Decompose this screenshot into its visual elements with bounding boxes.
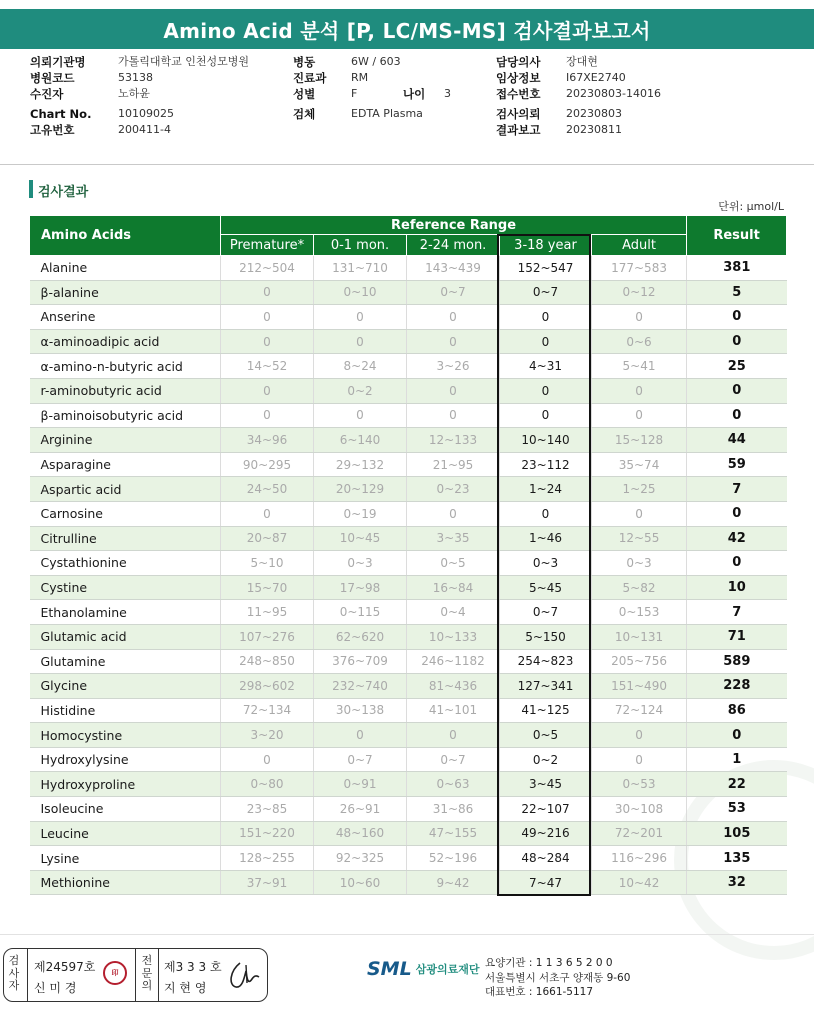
- result-value: 1: [687, 747, 787, 772]
- ref-adult: 0~3: [592, 551, 687, 576]
- ref-adult: 35~74: [592, 452, 687, 477]
- result-value: 0: [687, 551, 787, 576]
- info-row-patient: [30, 86, 249, 102]
- table-row: [30, 403, 787, 428]
- ref-0-1-mon: 30~138: [314, 698, 407, 723]
- ref-adult: 10~131: [592, 624, 687, 649]
- ref-2-24-mon: 143~439: [407, 256, 500, 281]
- info-row-hospital-code: [30, 70, 249, 86]
- result-value: 25: [687, 354, 787, 379]
- info-value: 20230803-14016: [566, 87, 661, 101]
- ref-premature: 0: [221, 501, 314, 526]
- amino-acid-name: Histidine: [30, 698, 221, 723]
- ref-adult: 116~296: [592, 846, 687, 871]
- ref-0-1-mon: 48~160: [314, 821, 407, 846]
- result-value: 105: [687, 821, 787, 846]
- ref-0-1-mon: 10~60: [314, 870, 407, 895]
- amino-acid-name: Glutamine: [30, 649, 221, 674]
- unit-label: 단위: μmol/L: [718, 200, 784, 213]
- ref-premature: 34~96: [221, 428, 314, 453]
- ref-adult: 0~53: [592, 772, 687, 797]
- ref-adult: 0: [592, 723, 687, 748]
- ref-2-24-mon: 0~4: [407, 600, 500, 625]
- ref-3-18-year: 3~45: [500, 772, 592, 797]
- ref-0-1-mon: 131~710: [314, 256, 407, 281]
- result-value: 7: [687, 600, 787, 625]
- header-amino-acids: Amino Acids: [30, 216, 221, 256]
- ref-2-24-mon: 52~196: [407, 846, 500, 871]
- info-label: 검사의뢰: [496, 106, 541, 121]
- ref-2-24-mon: 0~7: [407, 747, 500, 772]
- info-row-chart-no: [30, 106, 249, 122]
- ref-adult: 0: [592, 403, 687, 428]
- ref-premature: 0~80: [221, 772, 314, 797]
- ref-2-24-mon: 9~42: [407, 870, 500, 895]
- table-row: [30, 772, 787, 797]
- sig-label-text: 검사자: [8, 954, 20, 992]
- ref-adult: 72~201: [592, 821, 687, 846]
- header-ref-premature: Premature*: [221, 235, 314, 256]
- ref-3-18-year: 7~47: [500, 870, 592, 895]
- ref-3-18-year: 0: [500, 305, 592, 330]
- result-value: 0: [687, 329, 787, 354]
- result-value: 10: [687, 575, 787, 600]
- table-row: [30, 551, 787, 576]
- info-value: 가톨릭대학교 인천성모병원: [118, 55, 250, 68]
- ref-3-18-year: 127~341: [500, 674, 592, 699]
- ref-0-1-mon: 29~132: [314, 452, 407, 477]
- ref-2-24-mon: 81~436: [407, 674, 500, 699]
- result-value: 228: [687, 674, 787, 699]
- ref-premature: 0: [221, 378, 314, 403]
- ref-2-24-mon: 0~23: [407, 477, 500, 502]
- table-row: [30, 624, 787, 649]
- ref-adult: 205~756: [592, 649, 687, 674]
- table-row: [30, 378, 787, 403]
- ref-adult: 12~55: [592, 526, 687, 551]
- ref-2-24-mon: 3~35: [407, 526, 500, 551]
- ref-adult: 0: [592, 747, 687, 772]
- ref-0-1-mon: 10~45: [314, 526, 407, 551]
- info-label: 결과보고: [496, 122, 541, 137]
- ref-adult: 0: [592, 378, 687, 403]
- info-label: 병동: [293, 55, 316, 69]
- ref-adult: 1~25: [592, 477, 687, 502]
- info-value: 노하윤: [118, 87, 150, 101]
- info-label: 임상정보: [496, 71, 541, 86]
- section-title: 검사결과: [38, 185, 89, 200]
- info-value: I67XE2740: [566, 71, 626, 85]
- info-value: 53138: [118, 71, 153, 85]
- result-value: 5: [687, 280, 787, 305]
- ref-2-24-mon: 0: [407, 329, 500, 354]
- footer-divider: [0, 934, 814, 935]
- ref-premature: 0: [221, 305, 314, 330]
- header-ref-2-24-mon: 2-24 mon.: [407, 235, 500, 256]
- ref-0-1-mon: 6~140: [314, 428, 407, 453]
- table-row: [30, 846, 787, 871]
- info-value: RM: [351, 71, 369, 85]
- table-row: [30, 329, 787, 354]
- amino-acid-name: β-alanine: [30, 280, 221, 305]
- specialist-license-no: 제3 3 3 호: [164, 960, 222, 974]
- amino-acid-name: Alanine: [30, 256, 221, 281]
- company-address: [485, 956, 630, 1000]
- info-label: 접수번호: [496, 87, 541, 102]
- ref-2-24-mon: 0~5: [407, 551, 500, 576]
- ref-2-24-mon: 0~7: [407, 280, 500, 305]
- seal-stamp-icon: 印: [103, 961, 127, 985]
- info-row-report-date: [496, 122, 661, 138]
- table-row: [30, 747, 787, 772]
- ref-0-1-mon: 0~2: [314, 378, 407, 403]
- info-value: 10109025: [118, 106, 174, 120]
- info-value: 200411-4: [118, 122, 171, 136]
- ref-3-18-year: 4~31: [500, 354, 592, 379]
- result-value: 86: [687, 698, 787, 723]
- info-value: 6W / 603: [351, 55, 401, 68]
- ref-0-1-mon: 0~91: [314, 772, 407, 797]
- info-row-unique-no: [30, 122, 249, 138]
- ref-premature: 248~850: [221, 649, 314, 674]
- ref-adult: 0: [592, 305, 687, 330]
- ref-0-1-mon: 0: [314, 329, 407, 354]
- ref-0-1-mon: 376~709: [314, 649, 407, 674]
- ref-adult: 0~6: [592, 329, 687, 354]
- ref-adult: 30~108: [592, 797, 687, 822]
- tester-license-no: 제24597호: [34, 960, 96, 974]
- info-label: 수진자: [30, 87, 64, 102]
- result-value: 0: [687, 501, 787, 526]
- ref-2-24-mon: 21~95: [407, 452, 500, 477]
- ref-0-1-mon: 0: [314, 403, 407, 428]
- amino-acid-name: Citrulline: [30, 526, 221, 551]
- ref-adult: 151~490: [592, 674, 687, 699]
- ref-0-1-mon: 0~3: [314, 551, 407, 576]
- ref-2-24-mon: 246~1182: [407, 649, 500, 674]
- amino-acid-name: Homocystine: [30, 723, 221, 748]
- institution-code: 요양기관 : 1 1 3 6 5 2 0 0: [485, 957, 613, 969]
- ref-premature: 11~95: [221, 600, 314, 625]
- amino-acid-name: r-aminobutyric acid: [30, 378, 221, 403]
- specialist-name: 지 현 영: [164, 981, 207, 995]
- ref-2-24-mon: 41~101: [407, 698, 500, 723]
- amino-acid-name: Glutamic acid: [30, 624, 221, 649]
- divider: [135, 949, 136, 1001]
- ref-2-24-mon: 31~86: [407, 797, 500, 822]
- result-value: 7: [687, 477, 787, 502]
- table-row: [30, 649, 787, 674]
- ref-3-18-year: 0~7: [500, 600, 592, 625]
- ref-3-18-year: 152~547: [500, 256, 592, 281]
- header-result: Result: [687, 216, 787, 256]
- ref-premature: 15~70: [221, 575, 314, 600]
- amino-acid-name: Leucine: [30, 821, 221, 846]
- logo-name: 삼광의료재단: [415, 963, 480, 976]
- header-reference-range: Reference Range: [221, 216, 687, 235]
- table-row: [30, 797, 787, 822]
- header-ref-adult: Adult: [592, 235, 687, 256]
- amino-acid-name: Isoleucine: [30, 797, 221, 822]
- info-row-doctor: [496, 54, 661, 70]
- ref-3-18-year: 1~46: [500, 526, 592, 551]
- info-row-sex-age: [293, 86, 451, 102]
- info-label: Chart No.: [30, 106, 92, 121]
- result-value: 59: [687, 452, 787, 477]
- ref-premature: 0: [221, 329, 314, 354]
- divider: [158, 949, 159, 1001]
- ref-premature: 0: [221, 747, 314, 772]
- ref-0-1-mon: 8~24: [314, 354, 407, 379]
- info-value: 20230811: [566, 122, 622, 136]
- ref-0-1-mon: 0: [314, 723, 407, 748]
- amino-acid-name: Arginine: [30, 428, 221, 453]
- table-row: [30, 280, 787, 305]
- info-row-department: [293, 70, 451, 86]
- ref-0-1-mon: 0~10: [314, 280, 407, 305]
- company-logo: [367, 958, 479, 980]
- result-value: 381: [687, 256, 787, 281]
- report-title: Amino Acid 분석 [P, LC/MS-MS] 검사결과보고서: [0, 9, 814, 49]
- section-marker: [29, 180, 33, 198]
- ref-adult: 15~128: [592, 428, 687, 453]
- result-value: 0: [687, 305, 787, 330]
- info-row-specimen: [293, 106, 451, 122]
- ref-0-1-mon: 0~115: [314, 600, 407, 625]
- result-value: 42: [687, 526, 787, 551]
- ref-0-1-mon: 92~325: [314, 846, 407, 871]
- info-column-patient: [30, 54, 249, 138]
- ref-3-18-year: 5~45: [500, 575, 592, 600]
- ref-adult: 0: [592, 501, 687, 526]
- ref-premature: 24~50: [221, 477, 314, 502]
- table-row: [30, 870, 787, 895]
- result-value: 22: [687, 772, 787, 797]
- ref-adult: 5~41: [592, 354, 687, 379]
- phone-line: 대표번호 : 1661-5117: [485, 986, 594, 998]
- ref-premature: 3~20: [221, 723, 314, 748]
- ref-adult: 0~12: [592, 280, 687, 305]
- info-value-age: 3: [444, 87, 451, 101]
- table-row: [30, 698, 787, 723]
- ref-2-24-mon: 0: [407, 378, 500, 403]
- table-row: [30, 501, 787, 526]
- info-label: 성별: [293, 87, 316, 102]
- amino-acid-name: Carnosine: [30, 501, 221, 526]
- info-row-request-date: [496, 106, 661, 122]
- amino-acid-name: Glycine: [30, 674, 221, 699]
- ref-0-1-mon: 62~620: [314, 624, 407, 649]
- result-value: 71: [687, 624, 787, 649]
- ref-premature: 212~504: [221, 256, 314, 281]
- ref-premature: 37~91: [221, 870, 314, 895]
- ref-adult: 10~42: [592, 870, 687, 895]
- header-ref-0-1-mon: 0-1 mon.: [314, 235, 407, 256]
- result-value: 0: [687, 403, 787, 428]
- ref-adult: 72~124: [592, 698, 687, 723]
- ref-3-18-year: 49~216: [500, 821, 592, 846]
- amino-acid-name: β-aminoisobutyric acid: [30, 403, 221, 428]
- amino-acid-name: α-amino-n-butyric acid: [30, 354, 221, 379]
- ref-3-18-year: 0~7: [500, 280, 592, 305]
- ref-2-24-mon: 12~133: [407, 428, 500, 453]
- header-ref-3-18-year: 3-18 year: [500, 235, 592, 256]
- info-value: 장대현: [566, 55, 598, 68]
- ref-3-18-year: 0~5: [500, 723, 592, 748]
- ref-0-1-mon: 0~7: [314, 747, 407, 772]
- ref-3-18-year: 1~24: [500, 477, 592, 502]
- signature-icon: [226, 957, 262, 993]
- ref-premature: 128~255: [221, 846, 314, 871]
- sig-label-tester: [8, 955, 20, 993]
- amino-acid-name: Hydroxyproline: [30, 772, 221, 797]
- ref-0-1-mon: 232~740: [314, 674, 407, 699]
- result-value: 44: [687, 428, 787, 453]
- ref-0-1-mon: 20~129: [314, 477, 407, 502]
- ref-2-24-mon: 0: [407, 501, 500, 526]
- info-label-age: 나이: [403, 87, 426, 102]
- result-value: 32: [687, 870, 787, 895]
- info-value: EDTA Plasma: [351, 106, 423, 120]
- ref-2-24-mon: 0: [407, 723, 500, 748]
- table-row: [30, 305, 787, 330]
- ref-3-18-year: 0~2: [500, 747, 592, 772]
- divider: [27, 949, 28, 1001]
- table-row: [30, 526, 787, 551]
- ref-3-18-year: 5~150: [500, 624, 592, 649]
- ref-3-18-year: 0: [500, 501, 592, 526]
- table-row: [30, 575, 787, 600]
- ref-adult: 5~82: [592, 575, 687, 600]
- info-column-doctor: [496, 54, 661, 138]
- amino-acid-name: Methionine: [30, 870, 221, 895]
- info-label: 의뢰기관명: [30, 55, 86, 69]
- sig-label-text: 전문의: [141, 954, 153, 992]
- ref-3-18-year: 254~823: [500, 649, 592, 674]
- ref-0-1-mon: 17~98: [314, 575, 407, 600]
- ref-3-18-year: 10~140: [500, 428, 592, 453]
- amino-acid-name: α-aminoadipic acid: [30, 329, 221, 354]
- info-label: 검체: [293, 106, 316, 121]
- info-value: 20230803: [566, 106, 622, 120]
- ref-3-18-year: 48~284: [500, 846, 592, 871]
- divider: [0, 164, 814, 165]
- amino-acid-name: Hydroxylysine: [30, 747, 221, 772]
- amino-acid-name: Anserine: [30, 305, 221, 330]
- info-column-ward: [293, 54, 451, 122]
- result-value: 0: [687, 378, 787, 403]
- ref-2-24-mon: 3~26: [407, 354, 500, 379]
- ref-2-24-mon: 0: [407, 403, 500, 428]
- amino-acid-name: Asparagine: [30, 452, 221, 477]
- ref-premature: 0: [221, 403, 314, 428]
- info-row-ward: [293, 54, 451, 70]
- ref-3-18-year: 0: [500, 329, 592, 354]
- table-row: [30, 723, 787, 748]
- result-value: 53: [687, 797, 787, 822]
- ref-0-1-mon: 0: [314, 305, 407, 330]
- ref-premature: 14~52: [221, 354, 314, 379]
- result-value: 0: [687, 723, 787, 748]
- ref-3-18-year: 41~125: [500, 698, 592, 723]
- sig-label-specialist: [141, 955, 153, 993]
- table-row: [30, 256, 787, 281]
- info-label: 담당의사: [496, 55, 541, 69]
- info-row-clinical-info: [496, 70, 661, 86]
- ref-premature: 72~134: [221, 698, 314, 723]
- results-table: [29, 215, 787, 895]
- table-row: [30, 477, 787, 502]
- table-row: [30, 428, 787, 453]
- amino-acid-name: Lysine: [30, 846, 221, 871]
- signature-box: [3, 948, 268, 1002]
- info-label: 진료과: [293, 71, 327, 86]
- address-line: 서울특별시 서초구 양재동 9-60: [485, 971, 631, 984]
- ref-2-24-mon: 0~63: [407, 772, 500, 797]
- ref-premature: 107~276: [221, 624, 314, 649]
- table-row: [30, 452, 787, 477]
- ref-premature: 151~220: [221, 821, 314, 846]
- ref-3-18-year: 0~3: [500, 551, 592, 576]
- info-label: 고유번호: [30, 122, 75, 137]
- amino-acid-name: Aspartic acid: [30, 477, 221, 502]
- info-row-institution: [30, 54, 249, 70]
- ref-premature: 298~602: [221, 674, 314, 699]
- tester-name: 신 미 경: [34, 981, 77, 995]
- amino-acid-name: Cystathionine: [30, 551, 221, 576]
- ref-2-24-mon: 10~133: [407, 624, 500, 649]
- ref-2-24-mon: 0: [407, 305, 500, 330]
- ref-2-24-mon: 16~84: [407, 575, 500, 600]
- ref-premature: 20~87: [221, 526, 314, 551]
- amino-acid-name: Ethanolamine: [30, 600, 221, 625]
- info-row-receipt-no: [496, 86, 661, 102]
- ref-premature: 0: [221, 280, 314, 305]
- ref-0-1-mon: 26~91: [314, 797, 407, 822]
- ref-3-18-year: 0: [500, 403, 592, 428]
- table-row: [30, 354, 787, 379]
- info-label: 병원코드: [30, 71, 75, 86]
- ref-adult: 0~153: [592, 600, 687, 625]
- table-row: [30, 674, 787, 699]
- ref-adult: 177~583: [592, 256, 687, 281]
- ref-3-18-year: 23~112: [500, 452, 592, 477]
- logo-mark: SML: [367, 958, 412, 980]
- amino-acid-name: Cystine: [30, 575, 221, 600]
- ref-0-1-mon: 0~19: [314, 501, 407, 526]
- ref-3-18-year: 22~107: [500, 797, 592, 822]
- ref-premature: 23~85: [221, 797, 314, 822]
- table-row: [30, 600, 787, 625]
- ref-3-18-year: 0: [500, 378, 592, 403]
- ref-premature: 5~10: [221, 551, 314, 576]
- ref-premature: 90~295: [221, 452, 314, 477]
- result-value: 135: [687, 846, 787, 871]
- ref-2-24-mon: 47~155: [407, 821, 500, 846]
- info-value: F: [351, 87, 358, 101]
- result-value: 589: [687, 649, 787, 674]
- table-row: [30, 821, 787, 846]
